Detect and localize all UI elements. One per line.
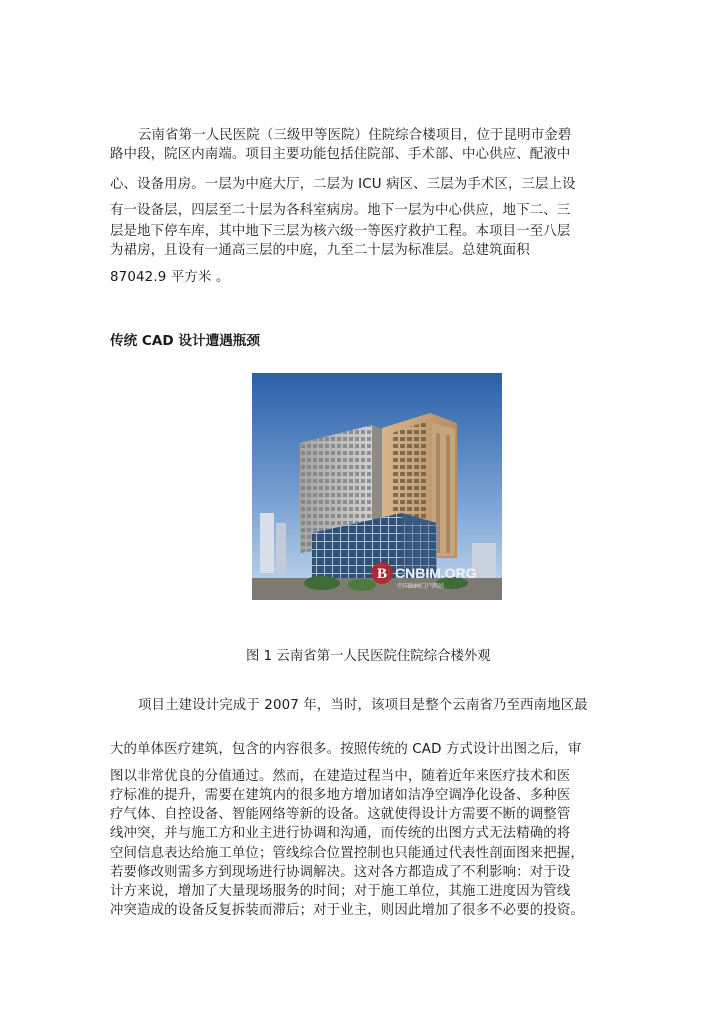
paragraph-line: 冲突造成的设备反复拆装而滞后；对于业主，则因此增加了很多不必要的投资。 xyxy=(110,903,584,918)
figure-caption: 图 1 云南省第一人民医院住院综合楼外观 xyxy=(246,649,491,664)
watermark-text: CNBIM.ORG xyxy=(395,565,477,581)
section-heading: 传统 CAD 设计遭遇瓶颈 xyxy=(110,333,260,349)
paragraph-line: 心、设备用房。一层为中庭大厅，二层为 ICU 病区、三层为手术区，三层上设 xyxy=(110,177,576,192)
paragraph-line: 大的单体医疗建筑，包含的内容很多。按照传统的 CAD 方式设计出图之后，审 xyxy=(110,742,582,757)
paragraph-line: 层是地下停车库，其中地下三层为核六级一等医疗救护工程。本项目一至八层 xyxy=(110,224,571,239)
paragraph-line: 线冲突，并与施工方和业主进行协调和沟通，而传统的出图方式无法精确的将 xyxy=(110,826,571,841)
paragraph-line: 疗标准的提升，需要在建筑内的很多地方增加诸如洁净空调净化设备、多种医 xyxy=(110,788,571,803)
paragraph-line: 空间信息表达给施工单位；管线综合位置控制也只能通过代表性剖面图来把握， xyxy=(110,846,584,861)
intro-paragraph xyxy=(110,124,622,286)
paragraph-line: 云南省第一人民医院（三级甲等医院）住院综合楼项目，位于昆明市金碧 xyxy=(138,128,572,143)
paragraph-line: 图以非常优良的分值通过。然而，在建造过程当中，随着近年来医疗技术和医 xyxy=(110,769,571,784)
hospital-building-photo xyxy=(252,373,502,600)
paragraph-line: 有一设备层，四层至二十层为各科室病房。地下一层为中心供应，地下二、三 xyxy=(110,203,571,218)
watermark-subtext: 中国BIM门户网站 xyxy=(397,583,445,590)
paragraph-line: 若要修改则需多方到现场进行协调解决。这对各方都造成了不利影响：对于设 xyxy=(110,865,571,880)
body-paragraph xyxy=(110,694,622,918)
paragraph-line: 项目土建设计完成于 2007 年，当时，该项目是整个云南省乃至西南地区最 xyxy=(138,698,588,713)
paragraph-line: 87042.9 平方米 。 xyxy=(110,270,230,285)
paragraph-line: 计方来说，增加了大量现场服务的时间；对于施工单位，其施工进度因为管线 xyxy=(110,884,571,899)
watermark-logo-letter: B xyxy=(376,566,388,582)
paragraph-line: 疗气体、自控设备、智能网络等新的设备。这就使得设计方需要不断的调整管 xyxy=(110,807,571,822)
paragraph-line: 路中段，院区内南端。项目主要功能包括住院部、手术部、中心供应、配液中 xyxy=(110,147,571,162)
paragraph-line: 为裙房，且设有一通高三层的中庭，九至二十层为标准层。总建筑面积 xyxy=(110,243,530,258)
